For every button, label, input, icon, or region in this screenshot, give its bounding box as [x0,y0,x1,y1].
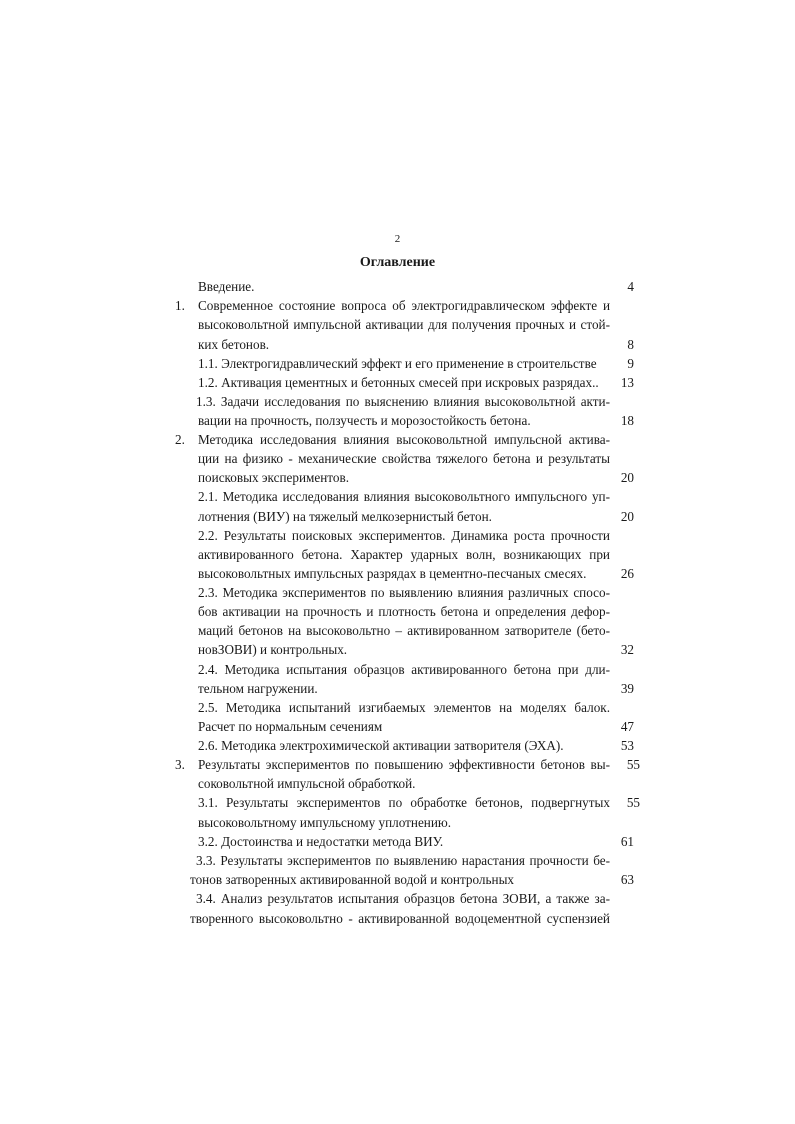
toc-entry-2-3-line1[interactable]: 2.3. Методика экспериментов по выявлению влияния различных спосо- [198,585,610,600]
toc-entry-intro[interactable]: Введение. [198,279,255,294]
toc-entry-2-4-line1[interactable]: 2.4. Методика испытания образцов активированного бетона при дли- [198,662,610,677]
toc-entry-3-4-line1[interactable]: 3.4. Анализ результатов испытания образцов бетона ЗОВИ, а также за- [196,891,610,906]
toc-entry-2-5-line2[interactable]: Расчет по нормальным сечениям [198,719,383,734]
toc-entry-1-2[interactable]: 1.2. Активация цементных и бетонных смесей при искровых разрядах.. [198,375,599,390]
toc-section-number-1: 1. [175,298,185,313]
toc-entry-2-6[interactable]: 2.6. Методика электрохимической активации затворителя (ЭХА). [198,738,564,753]
toc-page-3-2: 61 [620,834,634,849]
toc-entry-1-3-line1[interactable]: 1.3. Задачи исследования по выяснению влияния высоковольтной акти- [196,394,610,409]
toc-entry-2-line3[interactable]: поисковых экспериментов. [198,470,349,485]
toc-entry-2-3-line3[interactable]: маций бетонов на высоковольтно – активированном затворителе (бето- [198,623,610,638]
toc-entry-2-2-line3[interactable]: высоковольтных импульсных разрядах в цементно-песчаных смесях. [198,566,587,581]
toc-section-number-2: 2. [175,432,185,447]
toc-entry-3-1-line2[interactable]: высоковольтному импульсному уплотнению. [198,815,452,830]
toc-entry-2-2-line1[interactable]: 2.2. Результаты поисковых экспериментов. Динамика роста прочности [198,528,610,543]
toc-page-2-5: 47 [620,719,634,734]
toc-section-number-3: 3. [175,757,185,772]
toc-page-2-2: 26 [620,566,634,581]
toc-entry-3-line2[interactable]: соковольтной импульсной обработкой. [198,776,416,791]
toc-entry-2-line2[interactable]: ции на физико - механические свойства тяжелого бетона и результаты [198,451,610,466]
toc-entry-3-2[interactable]: 3.2. Достоинства и недостатки метода ВИУ. [198,834,444,849]
toc-page-2-4: 39 [620,681,634,696]
toc-page-2-1: 20 [620,509,634,524]
toc-entry-2-line1[interactable]: Методика исследования влияния высоковольтной импульсной актива- [198,432,610,447]
toc-entry-2-1-line2[interactable]: лотнения (ВИУ) на тяжелый мелкозернистый бетон. [198,509,492,524]
toc-page-3-3: 63 [620,872,634,887]
toc-entry-1-1[interactable]: 1.1. Электрогидравлический эффект и его применение в строительстве [198,356,597,371]
toc-page-2: 20 [620,470,634,485]
page-number: 2 [394,233,401,245]
toc-entry-1-line3[interactable]: ких бетонов. [198,337,270,352]
toc-page-3-1: 55 [626,795,640,810]
toc-entry-3-3-line2[interactable]: тонов затворенных активированной водой и контрольных [190,872,515,887]
toc-entry-2-2-line2[interactable]: активированного бетона. Характер ударных волн, возникающих при [198,547,610,562]
toc-entry-1-line1[interactable]: Современное состояние вопроса об электрогидравлическом эффекте и [198,298,610,313]
toc-entry-2-3-line4[interactable]: новЗОВИ) и контрольных. [198,642,348,657]
toc-page-1-2: 13 [620,375,634,390]
toc-page-2-6: 53 [620,738,634,753]
toc-entry-2-4-line2[interactable]: тельном нагружении. [198,681,318,696]
toc-entry-1-3-line2[interactable]: вации на прочность, ползучесть и морозостойкость бетона. [198,413,531,428]
toc-entry-2-5-line1[interactable]: 2.5. Методика испытаний изгибаемых элементов на моделях балок. [198,700,610,715]
toc-entry-2-3-line2[interactable]: бов активации на прочность и плотность бетона и определения дефор- [198,604,610,619]
toc-page-1: 8 [627,337,634,352]
toc-entry-3-3-line1[interactable]: 3.3. Результаты экспериментов по выявлению нарастания прочности бе- [196,853,610,868]
toc-entry-3-line1[interactable]: Результаты экспериментов по повышению эффективности бетонов вы- [198,757,610,772]
toc-page-intro: 4 [627,279,634,294]
toc-title: Оглавление [359,255,436,270]
toc-entry-2-1-line1[interactable]: 2.1. Методика исследования влияния высоковольтного импульсного уп- [198,489,610,504]
toc-page-2-3: 32 [620,642,634,657]
toc-page-1-3: 18 [620,413,634,428]
toc-page-3: 55 [626,757,640,772]
toc-entry-1-line2[interactable]: высоковольтной импульсной активации для получения прочных и стой- [198,317,610,332]
toc-page-1-1: 9 [627,356,634,371]
toc-entry-3-1-line1[interactable]: 3.1. Результаты экспериментов по обработке бетонов, подвергнутых [198,795,610,810]
toc-entry-3-4-line2[interactable]: творенного высоковольтно - активированной водоцементной суспензией [190,911,610,926]
